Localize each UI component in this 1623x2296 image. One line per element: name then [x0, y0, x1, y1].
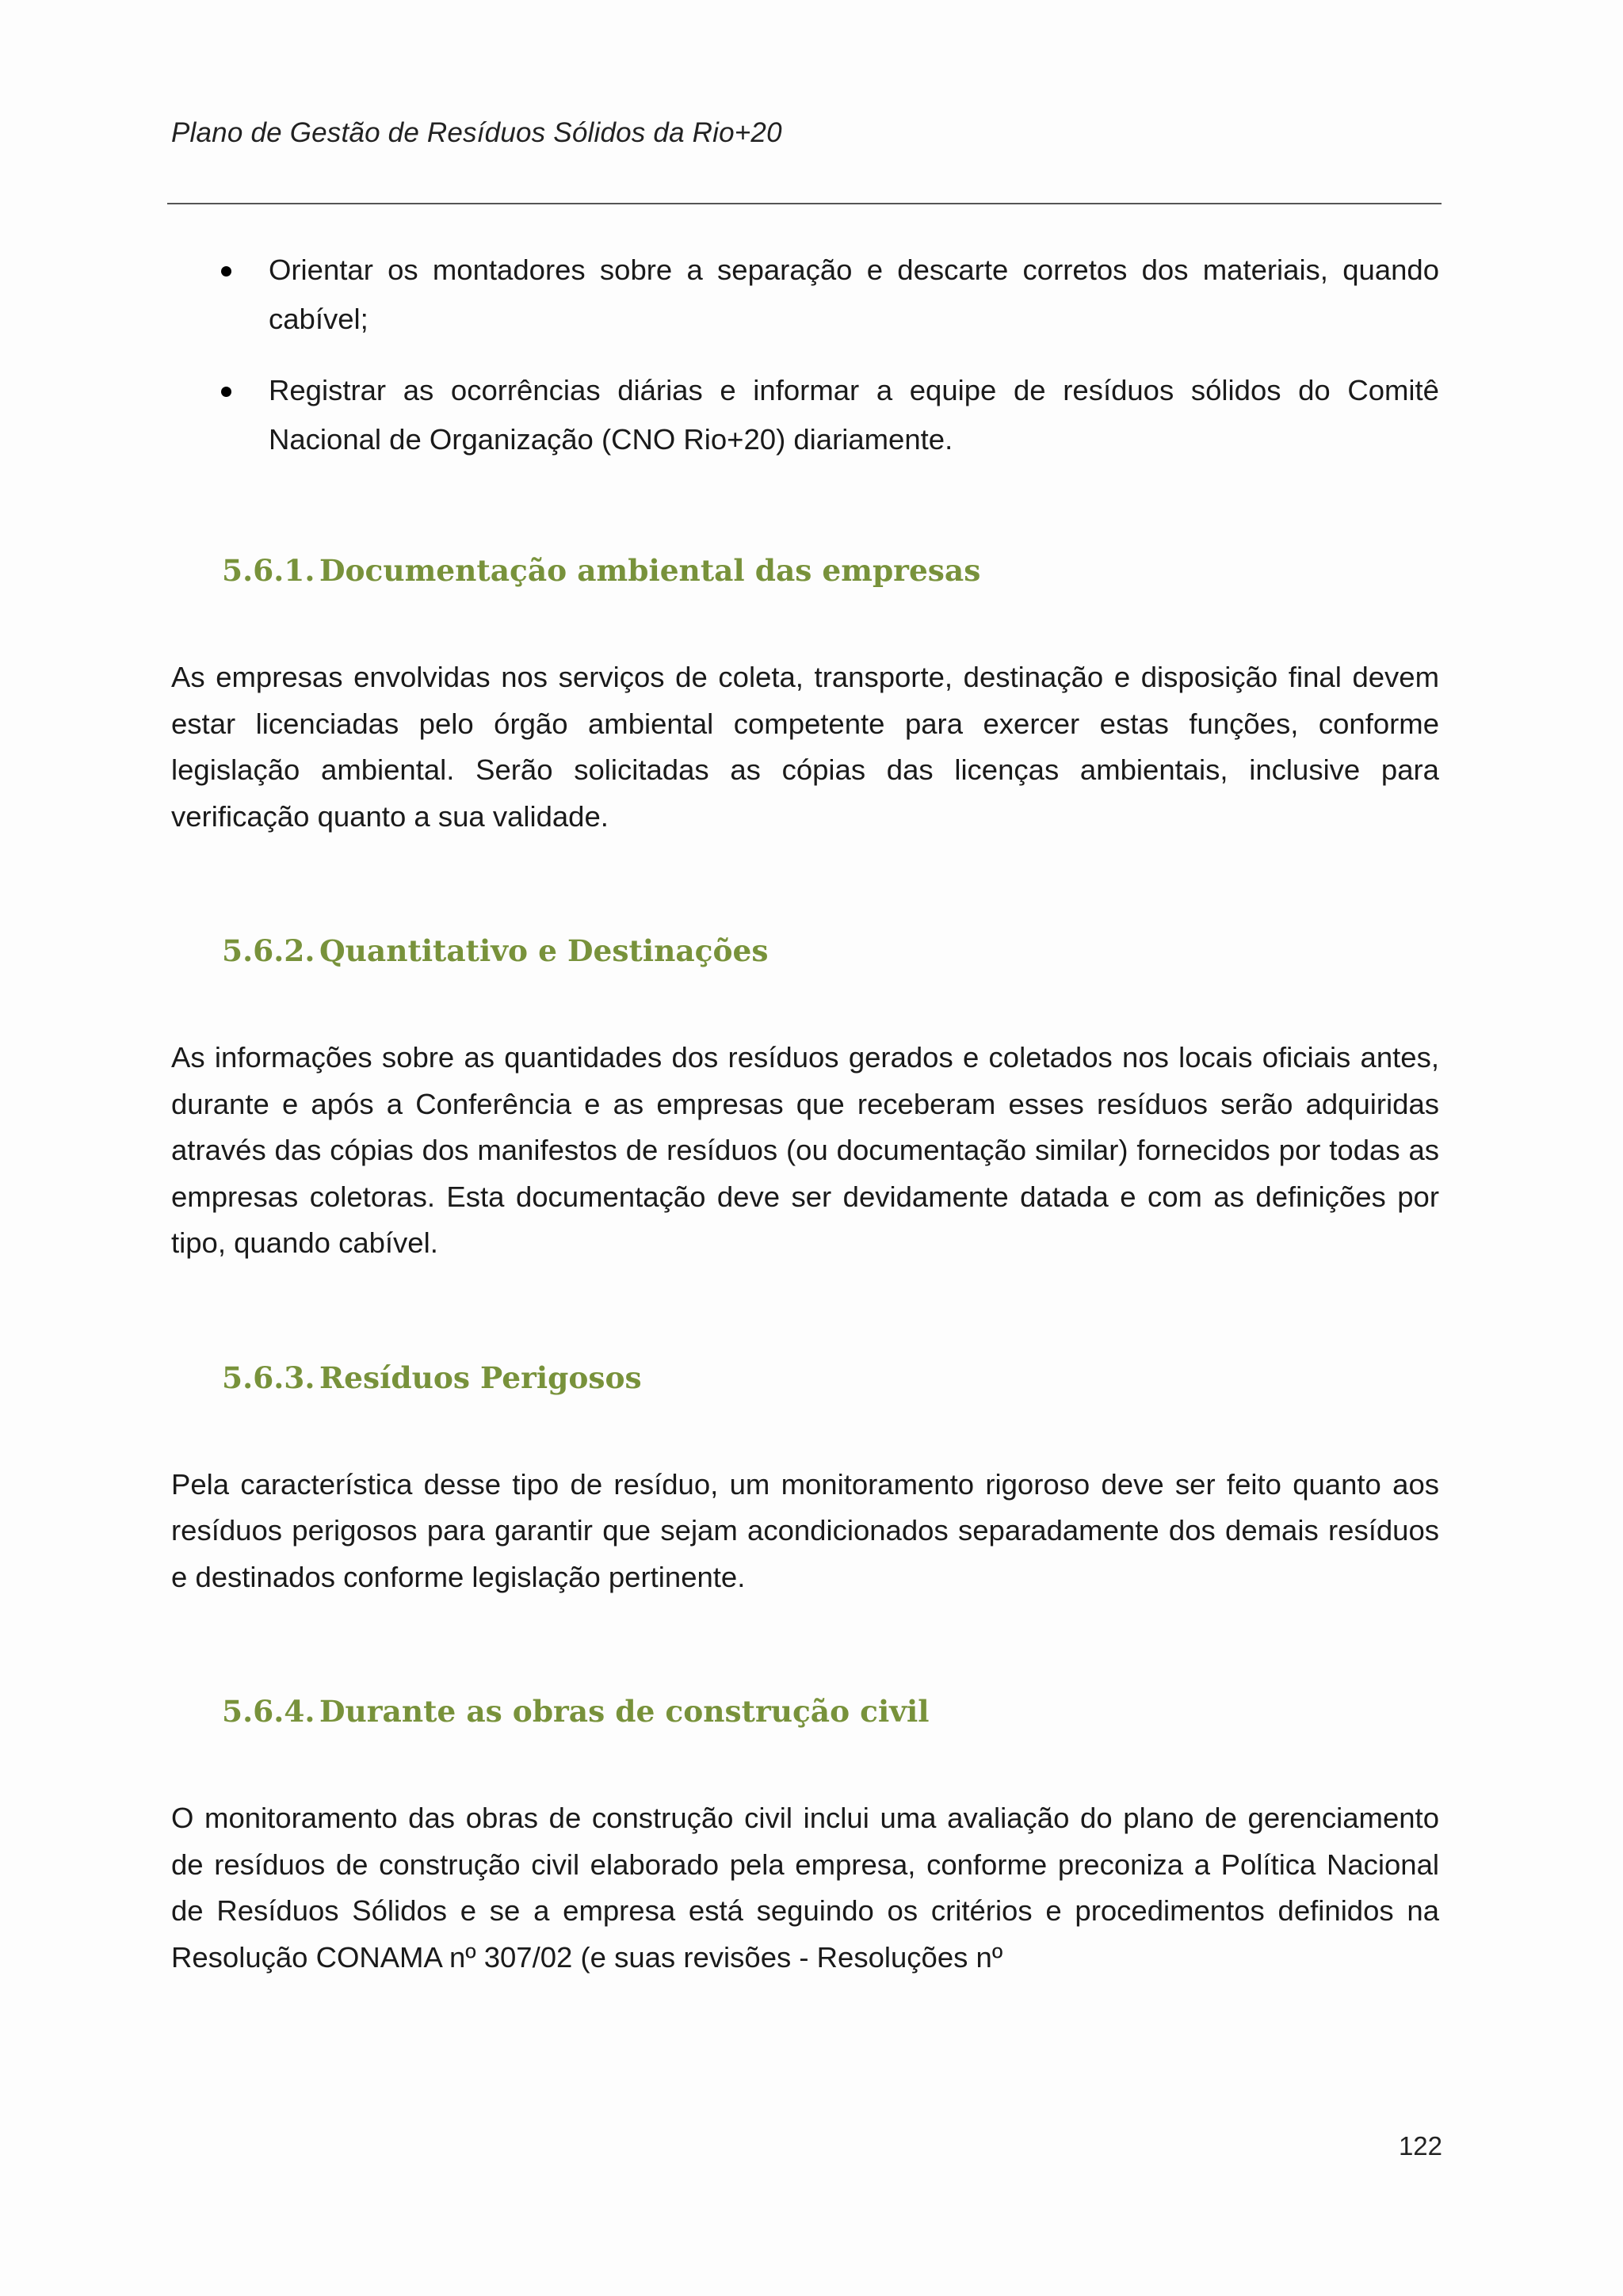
section-number: 5.6.4. [222, 1694, 315, 1729]
running-header: Plano de Gestão de Resíduos Sólidos da Rio+20 [171, 117, 782, 148]
section-paragraph: As empresas envolvidas nos serviços de coleta, transporte, destinação e disposição final devem estar licenciadas pelo órgão ambiental competente para exercer estas funções, conforme legislação ambiental. Serão solicitadas as cópias das licenças ambientais, inclusive para verificação quanto a sua validade. [171, 661, 1439, 833]
bullet-dot-icon [221, 387, 231, 397]
section-number: 5.6.2. [222, 933, 315, 968]
section-paragraph: O monitoramento das obras de construção civil inclui uma avaliação do plano de gerenciamento de resíduos de construção civil elaborado pela empresa, conforme preconiza a Política Nacional de Resíduos Sólidos e se a empresa está seguindo os critérios e procedimentos definidos na Resolução CONAMA nº 307/02 (e suas revisões - Resoluções nº [171, 1802, 1439, 1974]
bullet-dot-icon [221, 266, 231, 277]
section-number: 5.6.3. [222, 1360, 315, 1395]
section-title: Documentação ambiental das empresas [319, 553, 981, 588]
section-paragraph: Pela característica desse tipo de resíduo, um monitoramento rigoroso deve ser feito quanto aos resíduos perigosos para garantir que sejam acondicionados separadamente dos demais resíduos e destinados conforme legislação pertinente. [171, 1467, 1439, 1593]
bullet-text: Orientar os montadores sobre a separação e descarte corretos dos materiais, quando cabível; [269, 254, 1439, 335]
section-title: Resíduos Perigosos [319, 1360, 642, 1395]
section-title: Durante as obras de construção civil [319, 1694, 930, 1729]
page-number: 122 [1398, 2131, 1442, 2161]
section-heading [171, 933, 1439, 968]
section-paragraph: As informações sobre as quantidades dos resíduos gerados e coletados nos locais oficiais antes, durante e após a Conferência e as empresas que receberam esses resíduos serão adquiridas através das cópias dos manifestos de resíduos (ou documentação similar) fornecidos por todas as empresas coletoras. Esta documentação deve ser devidamente datada e com as definições por tipo, quando cabível. [171, 1041, 1439, 1259]
header-divider [167, 203, 1442, 204]
section-number: 5.6.1. [222, 553, 315, 588]
bullet-item [171, 366, 1439, 464]
section-title: Quantitativo e Destinações [319, 933, 769, 968]
bullet-text: Registrar as ocorrências diárias e informar a equipe de resíduos sólidos do Comitê Nacional de Organização (CNO Rio+20) diariamente. [269, 374, 1439, 456]
section-heading [171, 1360, 1439, 1395]
bullet-item [171, 246, 1439, 344]
section-heading [171, 1694, 1439, 1729]
section-heading [171, 553, 1439, 588]
page-content [171, 246, 1439, 1981]
bullet-list [171, 246, 1439, 464]
